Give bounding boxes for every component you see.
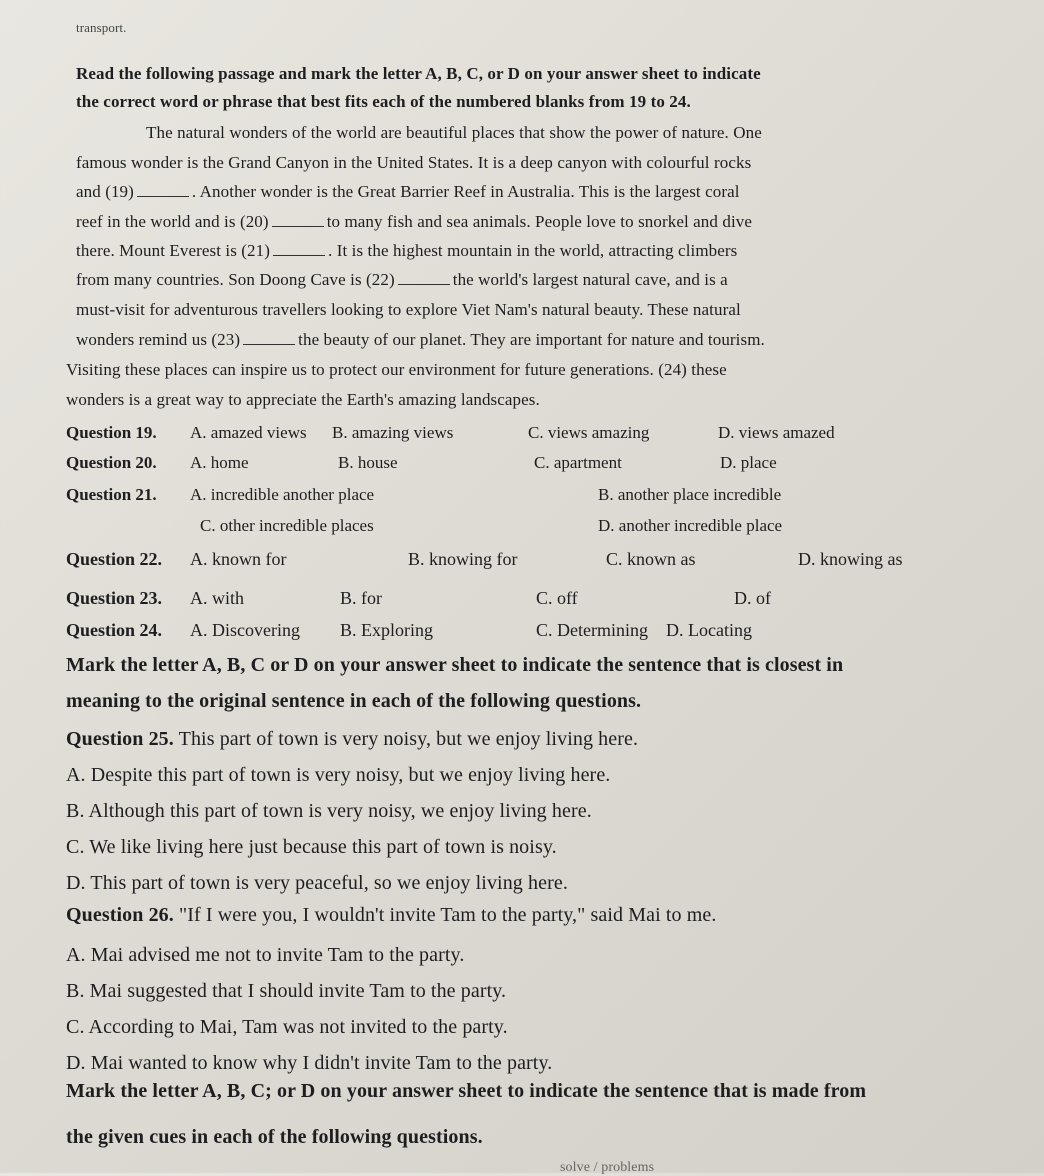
question-23-option-d[interactable]: D. of bbox=[734, 588, 771, 608]
question-21-option-c[interactable]: C. other incredible places bbox=[200, 516, 374, 535]
footer-fragment: solve / problems bbox=[560, 1160, 655, 1175]
passage-line-3: and (19) . Another wonder is the Great Barrier Reef in Australia. This is the largest coral bbox=[76, 182, 740, 201]
passage-line-6: from many countries. Son Doong Cave is (22) the world's largest natural cave, and is a bbox=[76, 270, 728, 289]
question-19-option-d[interactable]: D. views amazed bbox=[718, 423, 835, 442]
question-22-option-a[interactable]: A. known for bbox=[190, 549, 287, 569]
question-23-option-c[interactable]: C. off bbox=[536, 588, 578, 608]
section3-instruction-line1: Mark the letter A, B, C; or D on your answer sheet to indicate the sentence that is made from bbox=[66, 1080, 867, 1102]
passage-line-5: there. Mount Everest is (21) . It is the highest mountain in the world, attracting climbers bbox=[76, 241, 738, 260]
question-26-option-d[interactable]: D. Mai wanted to know why I didn't invite Tam to the party. bbox=[66, 1052, 553, 1074]
question-25-option-c[interactable]: C. We like living here just because this part of town is noisy. bbox=[66, 836, 557, 858]
question-26-option-c[interactable]: C. According to Mai, Tam was not invited to the party. bbox=[66, 1016, 508, 1038]
question-19-option-a[interactable]: A. amazed views bbox=[190, 423, 307, 442]
question-20-option-d[interactable]: D. place bbox=[720, 453, 777, 472]
question-24-option-b[interactable]: B. Exploring bbox=[340, 620, 433, 640]
question-25-option-a[interactable]: A. Despite this part of town is very noisy, but we enjoy living here. bbox=[66, 764, 611, 786]
question-22-label: Question 22. bbox=[66, 549, 163, 569]
question-19-option-b[interactable]: B. amazing views bbox=[332, 423, 454, 442]
blank-22 bbox=[398, 272, 450, 285]
section1-instruction-line1: Read the following passage and mark the letter A, B, C, or D on your answer sheet to indicate bbox=[76, 64, 761, 83]
passage-line-9: Visiting these places can inspire us to protect our environment for future generations. (24) these bbox=[66, 360, 727, 379]
passage-line-10: wonders is a great way to appreciate the Earth's amazing landscapes. bbox=[66, 390, 540, 409]
question-19-label: Question 19. bbox=[66, 423, 157, 442]
question-23-option-b[interactable]: B. for bbox=[340, 588, 382, 608]
question-22-option-c[interactable]: C. known as bbox=[606, 549, 696, 569]
question-21-option-d[interactable]: D. another incredible place bbox=[598, 516, 783, 535]
passage-line-2: famous wonder is the Grand Canyon in the United States. It is a deep canyon with colourful rocks bbox=[76, 153, 752, 172]
passage-line-4: reef in the world and is (20) to many fish and sea animals. People love to snorkel and dive bbox=[76, 212, 753, 231]
question-24-option-d[interactable]: D. Locating bbox=[666, 620, 752, 640]
question-20-option-b[interactable]: B. house bbox=[338, 453, 398, 472]
passage-line-7: must-visit for adventurous travellers looking to explore Viet Nam's natural beauty. These natural bbox=[76, 300, 741, 319]
question-22-option-b[interactable]: B. knowing for bbox=[408, 549, 518, 569]
question-21-label: Question 21. bbox=[66, 485, 157, 504]
question-21-option-b[interactable]: B. another place incredible bbox=[598, 485, 782, 504]
question-23-label: Question 23. bbox=[66, 588, 163, 608]
blank-20 bbox=[272, 214, 324, 227]
question-20-label: Question 20. bbox=[66, 453, 157, 472]
question-20-option-c[interactable]: C. apartment bbox=[534, 453, 622, 472]
question-23-option-a[interactable]: A. with bbox=[190, 588, 244, 608]
question-20-option-a[interactable]: A. home bbox=[190, 453, 249, 472]
section3-instruction-line2: the given cues in each of the following questions. bbox=[66, 1126, 483, 1148]
question-24-option-c[interactable]: C. Determining bbox=[536, 620, 648, 640]
question-26-option-a[interactable]: A. Mai advised me not to invite Tam to the party. bbox=[66, 944, 465, 966]
passage-line-1: The natural wonders of the world are beautiful places that show the power of nature. One bbox=[146, 123, 762, 142]
question-22-option-d[interactable]: D. knowing as bbox=[798, 549, 903, 569]
question-21-option-a[interactable]: A. incredible another place bbox=[190, 485, 375, 504]
passage-line-8: wonders remind us (23) the beauty of our planet. They are important for nature and tourism. bbox=[76, 330, 765, 349]
question-19-option-c[interactable]: C. views amazing bbox=[528, 423, 650, 442]
question-24-label: Question 24. bbox=[66, 620, 163, 640]
blank-23 bbox=[243, 332, 295, 345]
question-24-option-a[interactable]: A. Discovering bbox=[190, 620, 300, 640]
header-fragment: transport. bbox=[76, 20, 127, 35]
section2-instruction-line1: Mark the letter A, B, C or D on your answer sheet to indicate the sentence that is closest in bbox=[66, 654, 844, 676]
question-26-option-b[interactable]: B. Mai suggested that I should invite Tam to the party. bbox=[66, 980, 507, 1002]
blank-19 bbox=[137, 184, 189, 197]
section2-instruction-line2: meaning to the original sentence in each of the following questions. bbox=[66, 690, 642, 712]
section1-instruction-line2: the correct word or phrase that best fits each of the numbered blanks from 19 to 24. bbox=[76, 92, 691, 111]
question-25-stem: Question 25. This part of town is very noisy, but we enjoy living here. bbox=[66, 728, 639, 750]
blank-21 bbox=[273, 243, 325, 256]
question-26-stem: Question 26. "If I were you, I wouldn't invite Tam to the party," said Mai to me. bbox=[66, 904, 717, 926]
question-25-option-b[interactable]: B. Although this part of town is very noisy, we enjoy living here. bbox=[66, 800, 592, 822]
question-25-option-d[interactable]: D. This part of town is very peaceful, so we enjoy living here. bbox=[66, 872, 568, 894]
